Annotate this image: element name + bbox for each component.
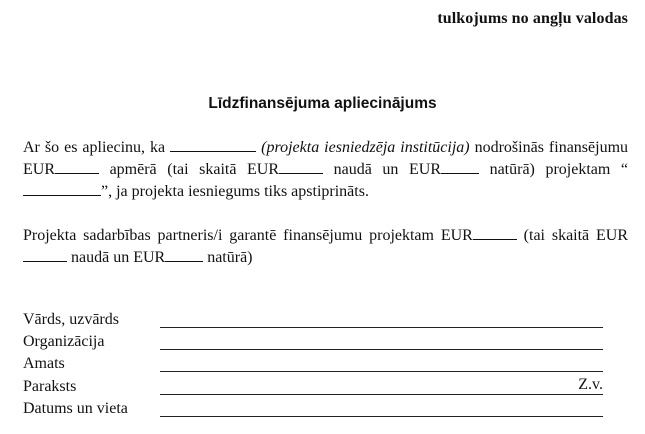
p2-text-2: (tai skaitā EUR (516, 227, 628, 244)
p2-text-3: naudā un EUR (67, 249, 166, 266)
p1-text-1: Ar šo es apliecinu, ka (23, 139, 171, 156)
date-place-field-row (23, 396, 603, 418)
partner-guarantee-paragraph (23, 225, 628, 269)
name-label: Vārds, uzvārds (23, 311, 119, 328)
name-line[interactable] (160, 327, 603, 328)
total-amount-blank[interactable] (55, 159, 99, 174)
institution-blank[interactable] (170, 137, 256, 152)
signature-label: Paraksts (23, 378, 77, 395)
signature-line[interactable] (160, 394, 603, 395)
organization-field-row (23, 329, 603, 351)
p2-text-1: Projekta sadarbības partneris/i garantē finansējumu projektam EUR (23, 227, 473, 244)
project-name-blank[interactable] (23, 181, 101, 196)
in-kind-amount-blank[interactable] (441, 159, 479, 174)
institution-hint: (projekta iesniedzēja institūcija) (261, 139, 470, 156)
position-line[interactable] (160, 371, 603, 372)
confirmation-paragraph (23, 137, 628, 203)
p1-text-3: apmērā (tai skaitā EUR (99, 161, 280, 178)
name-field-row (23, 307, 603, 329)
p1-text-5: natūrā) projektam “ (479, 161, 629, 178)
partner-cash-blank[interactable] (23, 247, 67, 262)
p2-text-4: natūrā) (203, 249, 253, 266)
date-place-line[interactable] (160, 416, 603, 417)
translation-note: tulkojums no angļu valodas (437, 10, 628, 27)
partner-in-kind-blank[interactable] (165, 247, 203, 262)
signature-field-row (23, 374, 603, 396)
date-place-label: Datums un vieta (23, 400, 128, 417)
stamp-place-note: Z.v. (578, 376, 603, 393)
p1-text-2: nodrošinās finansējumu EUR (23, 139, 629, 178)
document-title: Līdzfinansējuma apliecinājums (208, 95, 437, 112)
cash-amount-blank[interactable] (279, 159, 323, 174)
partner-total-blank[interactable] (473, 225, 517, 240)
position-label: Amats (23, 355, 65, 372)
position-field-row (23, 351, 603, 373)
organization-line[interactable] (160, 349, 603, 350)
p1-text-6: ”, ja projekta iesniegums tiks apstiprināts. (101, 183, 369, 200)
organization-label: Organizācija (23, 333, 105, 350)
p1-text-4: naudā un EUR (323, 161, 441, 178)
